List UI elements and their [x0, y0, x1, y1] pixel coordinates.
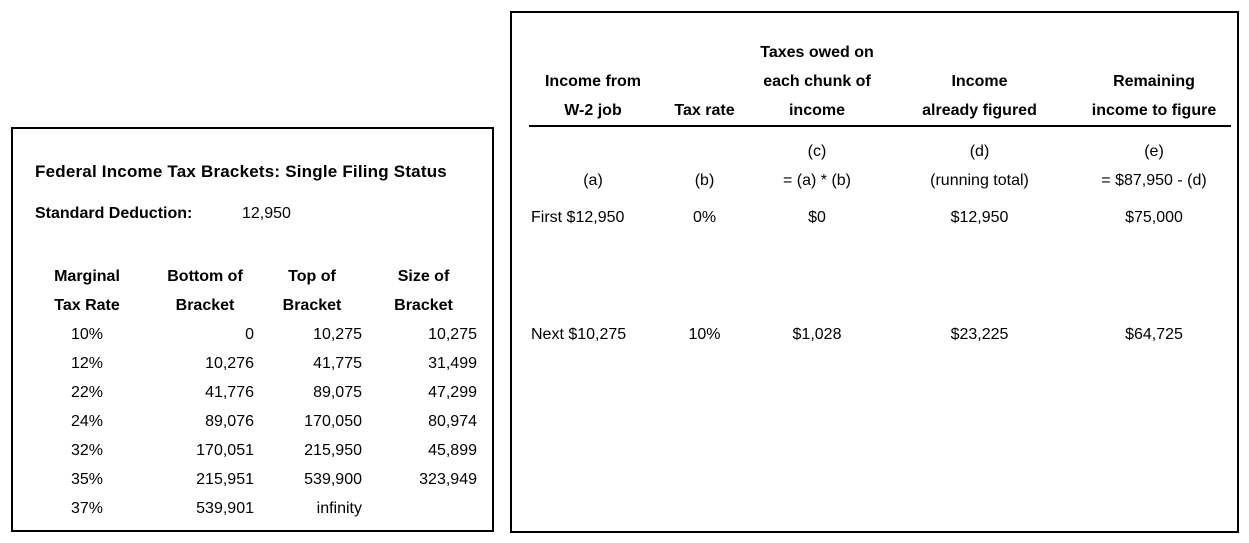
- table-cell: $12,950: [950, 209, 1009, 226]
- column-header: Tax Rate: [54, 297, 120, 314]
- table-cell: 45,899: [428, 442, 477, 459]
- table-cell: 80,974: [428, 413, 477, 430]
- column-label: (d): [969, 143, 990, 160]
- table-row: [529, 320, 1231, 349]
- standard-deduction-row: [13, 199, 492, 228]
- table-row: [22, 378, 492, 407]
- standard-deduction-label: Standard Deduction:: [35, 205, 193, 222]
- table-cell: 89,075: [313, 384, 362, 401]
- table-cell: 31,499: [428, 355, 477, 372]
- column-header: Income from: [544, 73, 641, 90]
- table-cell: 10,275: [313, 326, 362, 343]
- table-cell: $23,225: [950, 326, 1009, 343]
- table-cell: 12%: [70, 355, 104, 372]
- column-label: (e): [1144, 143, 1164, 160]
- column-header: Bracket: [394, 297, 453, 314]
- column-header: Bracket: [282, 297, 342, 314]
- column-header: [529, 38, 657, 67]
- calc-subheader-line1: [529, 137, 1231, 166]
- column-header: Top of: [288, 268, 336, 285]
- column-header: Remaining: [1113, 73, 1195, 90]
- column-label: (running total): [930, 172, 1029, 189]
- column-header: each chunk of: [763, 73, 871, 90]
- column-header: W-2 job: [564, 102, 622, 119]
- column-label: (b): [694, 172, 715, 189]
- column-header: Bracket: [175, 297, 235, 314]
- table-cell: infinity: [316, 500, 362, 517]
- table-cell: 89,076: [205, 413, 254, 430]
- tax-brackets-panel: [11, 127, 494, 532]
- calc-table-subheader: [529, 137, 1231, 195]
- bracket-table-header-line1: [22, 262, 492, 291]
- column-header: [882, 38, 1077, 67]
- table-cell: 0%: [692, 209, 717, 226]
- table-cell: 539,901: [196, 500, 254, 517]
- table-row: [529, 203, 1231, 232]
- table-cell: 170,051: [196, 442, 254, 459]
- column-label: (a): [583, 172, 603, 189]
- table-cell: 10%: [70, 326, 104, 343]
- table-cell: 41,775: [313, 355, 362, 372]
- table-cell: [366, 494, 481, 523]
- table-cell: 215,950: [304, 442, 362, 459]
- table-cell: 10%: [688, 326, 721, 343]
- column-label: (c): [807, 143, 827, 160]
- table-cell: 41,776: [205, 384, 254, 401]
- column-header: income to figure: [1091, 102, 1217, 119]
- column-label: [657, 137, 752, 166]
- standard-deduction-value: 12,950: [242, 205, 291, 222]
- table-row: [22, 349, 492, 378]
- table-row: [22, 436, 492, 465]
- table-row: [22, 494, 492, 523]
- column-label: = (a) * (b): [782, 172, 851, 189]
- table-cell: 323,949: [419, 471, 477, 488]
- column-label: = $87,950 - (d): [1101, 172, 1207, 189]
- table-cell: 24%: [70, 413, 104, 430]
- table-cell: $64,725: [1125, 326, 1183, 343]
- table-cell: $1,028: [792, 326, 842, 343]
- table-cell: 22%: [70, 384, 104, 401]
- table-cell: 170,050: [304, 413, 362, 430]
- table-cell: Next $10,275: [531, 326, 627, 343]
- table-cell: 47,299: [428, 384, 477, 401]
- table-row: [22, 465, 492, 494]
- calc-header-line1: [529, 38, 1231, 67]
- column-header: Income: [951, 73, 1008, 90]
- bracket-table-header-line2: [22, 291, 492, 320]
- tax-calculation-panel: [510, 11, 1239, 533]
- panel-title: Federal Income Tax Brackets: Single Filing Status: [35, 162, 447, 181]
- table-cell: 37%: [70, 500, 104, 517]
- table-row: [22, 407, 492, 436]
- table-cell: 32%: [70, 442, 104, 459]
- column-header: [657, 67, 752, 96]
- table-cell: First $12,950: [531, 209, 625, 226]
- table-cell: 215,951: [196, 471, 254, 488]
- table-cell: $0: [808, 209, 826, 226]
- column-header: income: [788, 102, 845, 119]
- column-header: Tax rate: [674, 102, 735, 119]
- column-header: [657, 38, 752, 67]
- calc-header-line2: [529, 67, 1231, 96]
- table-row: [22, 320, 492, 349]
- calc-header-line3: [529, 96, 1231, 125]
- table-cell: 539,900: [304, 471, 362, 488]
- table-cell: 10,276: [205, 355, 254, 372]
- table-cell: 10,275: [428, 326, 477, 343]
- table-cell: $75,000: [1125, 209, 1183, 226]
- table-cell: 35%: [70, 471, 104, 488]
- column-header: Size of: [397, 268, 450, 285]
- column-label: [529, 137, 657, 166]
- column-header: Taxes owed on: [760, 44, 874, 61]
- calc-subheader-line2: [529, 166, 1231, 195]
- column-header: [1077, 38, 1231, 67]
- column-header: Bottom of: [167, 268, 243, 285]
- table-cell: 0: [245, 326, 254, 343]
- column-header: already figured: [922, 102, 1037, 119]
- calc-table-header: [529, 38, 1231, 127]
- column-header: Marginal: [54, 268, 120, 285]
